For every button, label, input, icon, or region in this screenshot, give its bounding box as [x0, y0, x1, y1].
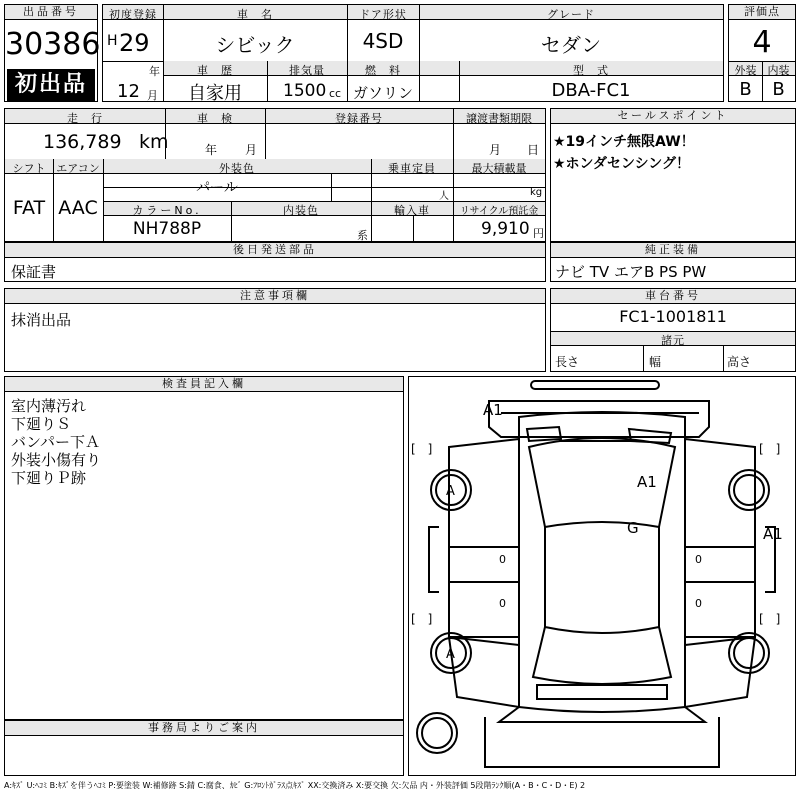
bracket-rear-left: [ ] — [411, 612, 433, 626]
bracket-front-left: [ ] — [411, 442, 433, 456]
int-score: B — [772, 79, 785, 100]
spec-box — [4, 108, 546, 242]
recycle-unit: 円 — [533, 227, 544, 240]
mark-zero-4: 0 — [695, 597, 702, 610]
legend: A:ｷｽﾞ U:ﾍｺﾐ B:ｷｽﾞを伴うﾍｺﾐ P:要塗装 W:補修跡 S:錆 C:腐食、ｶﾋﾞ G:ﾌﾛﾝﾄｶﾞﾗｽ点ｷｽﾞ XX:交換済み X:要交換 欠:欠品 内・外装評価 5段階ﾗﾝｸ順(A・B・C・D・E) 2 — [4, 781, 586, 790]
ext-score-label: 外装 — [734, 64, 757, 77]
score: 4 — [752, 25, 772, 60]
first-reg-label: 初度登録 — [109, 8, 157, 21]
chassis-box — [550, 288, 796, 372]
score-label: 評価点 — [729, 5, 795, 20]
notes-label: 注意事項欄 — [5, 289, 545, 304]
reg-year: 29 — [119, 29, 150, 57]
color-no-label: カラーNo. — [132, 204, 202, 217]
equipment-label: 純正装備 — [551, 243, 795, 258]
vehicle-header-box — [102, 4, 724, 102]
chassis-number: FC1-1001811 — [619, 307, 727, 326]
import-label: 輸入車 — [394, 204, 430, 217]
reg-month-unit: 月 — [147, 89, 158, 102]
mark-zero-2: 0 — [499, 597, 506, 610]
inspector-line-1: 室内薄汚れ — [11, 397, 87, 415]
capacity-label: 乗車定員 — [388, 162, 436, 175]
damage-diagram-box — [408, 376, 796, 776]
mark-zero-3: 0 — [695, 553, 702, 566]
dim-height-label: 高さ — [727, 355, 752, 369]
inspector-label: 検査員記入欄 — [5, 377, 403, 392]
inspector-line-4: 外装小傷有り — [11, 451, 102, 469]
mark-hood: A1 — [637, 473, 657, 491]
inspection-year-unit: 年 — [205, 143, 218, 157]
history: 自家用 — [188, 83, 242, 104]
ext-color: パール — [196, 180, 238, 196]
mark-front-left-wheel: A — [446, 484, 455, 499]
door-label: ドア形状 — [359, 8, 407, 21]
sales-point-2: ★ホンダセンシング！ — [553, 156, 691, 172]
mark-rear-left-wheel: A — [446, 647, 455, 662]
inspection-label: 車 検 — [197, 112, 233, 125]
door-type: 4SD — [362, 29, 404, 53]
mark-right-side: A1 — [763, 525, 783, 543]
reg-year-unit: 年 — [149, 65, 160, 78]
transfer-label: 譲渡書類期限 — [466, 112, 532, 125]
mark-windshield: G — [627, 519, 639, 537]
dim-width-label: 幅 — [649, 355, 662, 369]
equipment-value: ナビ TV エアB PS PW — [555, 263, 707, 281]
load-unit: kg — [530, 187, 543, 198]
later-parts-label: 後日発送部品 — [5, 243, 545, 258]
grade: セダン — [540, 33, 602, 57]
fuel-label: 燃 料 — [365, 64, 401, 77]
later-parts-value: 保証書 — [11, 263, 57, 281]
office-label: 事務局よりご案内 — [5, 721, 403, 736]
recycle-label: リサイクル預託金 — [459, 206, 539, 217]
equipment-box — [550, 242, 796, 282]
bracket-front-right: [ ] — [759, 442, 781, 456]
grade-label: グレード — [547, 8, 595, 21]
score-box — [728, 4, 796, 102]
inspector-box — [4, 376, 404, 720]
sales-point-1: ★19インチ無限AW！ — [553, 134, 695, 150]
reg-number-label: 登録番号 — [335, 112, 383, 125]
sales-points-box — [550, 108, 796, 242]
model-code: DBA-FC1 — [551, 80, 631, 101]
sales-points-label: セールスポイント — [551, 109, 795, 124]
recycle-amount: 9,910 — [481, 219, 530, 239]
int-color-suffix: 系 — [357, 229, 368, 242]
chassis-label: 車台番号 — [551, 289, 795, 304]
ext-color-label: 外装色 — [219, 162, 255, 175]
mark-zero-1: 0 — [499, 553, 506, 566]
int-color-label: 内装色 — [283, 204, 319, 217]
ext-score: B — [739, 79, 752, 100]
bracket-rear-right: [ ] — [759, 612, 781, 626]
mileage: 136,789 — [43, 131, 122, 153]
office-box — [4, 720, 404, 776]
displacement-label: 排気量 — [289, 64, 325, 77]
displacement: 1500 — [283, 81, 327, 101]
mark-front-bumper: A1 — [483, 401, 503, 419]
inspector-line-2: 下廻りＳ — [11, 415, 72, 433]
model-label: 型 式 — [573, 64, 609, 77]
mileage-unit: km — [139, 131, 169, 153]
dim-length-label: 長さ — [555, 355, 580, 369]
color-no: NH788P — [132, 219, 202, 239]
int-score-label: 内装 — [767, 64, 790, 77]
fuel: ガソリン — [352, 84, 413, 102]
car-name: シビック — [215, 33, 295, 57]
capacity-unit: 人 — [439, 191, 449, 202]
transfer-day: 日 — [527, 143, 540, 157]
reg-month: 12 — [117, 81, 140, 102]
lot-number-box — [4, 4, 101, 102]
inspector-line-5: 下廻りＰ跡 — [11, 469, 87, 487]
inspection-month-unit: 月 — [245, 143, 258, 157]
history-label: 車 歴 — [197, 64, 233, 77]
shift: FAT — [12, 197, 46, 219]
inspector-line-3: バンパー下Ａ — [11, 433, 100, 451]
displacement-unit: cc — [329, 87, 342, 100]
load-label: 最大積載量 — [471, 162, 527, 175]
dims-label: 諸元 — [661, 334, 685, 347]
transfer-month: 月 — [489, 143, 502, 157]
notes-box — [4, 288, 546, 372]
car-damage-diagram — [409, 377, 795, 775]
mileage-label: 走 行 — [67, 112, 103, 125]
reg-era: H — [107, 33, 118, 49]
car-name-label: 車 名 — [237, 8, 273, 21]
first-listing-badge: 初出品 — [7, 69, 95, 101]
shift-label: シフト — [12, 162, 46, 175]
lot-number: 30386 — [5, 27, 101, 62]
ac: AAC — [58, 197, 98, 219]
ac-label: エアコン — [56, 162, 100, 175]
notes-value: 抹消出品 — [11, 311, 72, 329]
later-parts-box — [4, 242, 546, 282]
lot-number-label: 出品番号 — [5, 5, 97, 20]
